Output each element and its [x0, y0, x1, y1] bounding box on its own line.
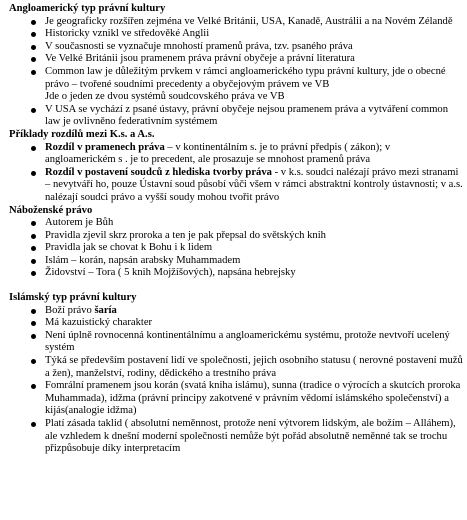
bullet-icon — [31, 309, 36, 314]
list-item: Pravidla jak se chovat k Bohu i k lidem — [31, 242, 463, 255]
bullet-list-religious-law — [9, 217, 463, 280]
bullet-icon — [31, 334, 36, 339]
section-heading-religious-law: Náboženské právo — [9, 204, 93, 216]
list-item: Je geograficky rozšířen zejména ve Velké Británii, USA, Kanadě, Austrálii a na Novém Zélandě — [31, 16, 463, 29]
list-item: Má kazuistický charakter — [31, 317, 463, 330]
list-item: V současnosti se vyznačuje mnohostí pramenů práva, tzv. psaného práva — [31, 41, 463, 54]
bullet-icon — [31, 259, 36, 264]
list-item: Historicky vznikl ve středověké Anglii — [31, 28, 463, 41]
bullet-icon — [31, 246, 36, 251]
list-item: Není úplně rovnocenná kontinentálnímu a angloamerickému systému, protože nevtvoří ucelený systém — [31, 330, 463, 355]
bullet-list-angloamerican — [9, 16, 463, 129]
list-item-continuation: Jde o jeden ze dvou systémů soudcovského práva ve VB — [45, 91, 285, 103]
section-heading-angloamerican: Angloamerický typ právní kultury — [9, 3, 166, 14]
bullet-icon — [31, 146, 36, 151]
bullet-icon — [31, 20, 36, 25]
section-heading-differences: Příklady rozdílů mezi K.s. a A.s. — [9, 128, 155, 140]
list-item: Common law je důležitým prvkem v rámci angloamerického typu právní kultury, jde o obecné právo – tvořené soudními precedenty a obyčejovým právem ve VB Jde o jeden ze dvou systémů soudcovského práva ve VB — [31, 66, 463, 104]
bullet-icon — [31, 171, 36, 176]
list-item: Boží právo šaría — [31, 305, 463, 318]
bullet-icon — [31, 384, 36, 389]
list-item: Fomrální pramenem jsou korán (svatá kniha islámu), sunna (tradice o výrocích a skutcích proroka Muhammada), idžma (právní principy zakotvené v právním vědomí islámského společenství) a kijás(analogie idžma) — [31, 380, 463, 418]
bullet-icon — [31, 422, 36, 427]
list-item: Ve Velké Británii jsou pramenem práva právní obyčeje a právní literatura — [31, 53, 463, 66]
bullet-icon — [31, 359, 36, 364]
bullet-icon — [31, 271, 36, 276]
list-item: V USA se vychází z psané ústavy, právní obyčeje nejsou pramenem práva a vytváření common law je ovlivněno federativním systémem — [31, 104, 463, 129]
bullet-icon — [31, 234, 36, 239]
bullet-icon — [31, 70, 36, 75]
section-heading-islamic-law: Islámský typ právní kultury — [9, 292, 137, 304]
bullet-icon — [31, 32, 36, 37]
list-item: Autorem je Bůh — [31, 217, 463, 230]
list-item: Pravidla zjevil skrz proroka a ten je pak přepsal do světských knih — [31, 230, 463, 243]
bullet-icon — [31, 57, 36, 62]
list-item: Týká se především postavení lidí ve společnosti, jejich osobního statusu ( nerovné postavení mužů a žen), manželství, rodiny, dědického a trestního práva — [31, 355, 463, 380]
bullet-icon — [31, 108, 36, 113]
list-item: Rozdíl v pramenech práva – v kontinentálním s. je to právní předpis ( zákon); v angloamerickém s . je to precedent, ale prosazuje se mnohost pramenů práva — [31, 142, 463, 167]
list-item: Židovství – Tora ( 5 knih Mojžíšových), napsána hebrejsky — [31, 267, 463, 280]
list-item: Rozdíl v postavení soudců z hlediska tvorby práva - v k.s. soudci nalézají právo mezi stranami – nevytváří ho, pouze Ústavní soud působí vůči všem v rámci abstraktní kontroly ústavnosti; v a.s. nalézají soudci právo a vyšší soudy mohou tvořit právo — [31, 167, 463, 205]
bullet-icon — [31, 45, 36, 50]
bullet-list-islamic-law — [9, 305, 463, 456]
list-item: Platí zásada taklid ( absolutní neměnnost, protože není výtvorem lidským, ale božím – Alláhem), ale vzhledem k dnešní moderní společnosti nemůže být pořád absolutně neměnné tak se trochu přizpůsobuje díky interpretacím — [31, 418, 463, 456]
list-item: Islám – korán, napsán arabsky Muhammadem — [31, 255, 463, 268]
bullet-icon — [31, 221, 36, 226]
bullet-list-differences — [9, 142, 463, 205]
bullet-icon — [31, 321, 36, 326]
